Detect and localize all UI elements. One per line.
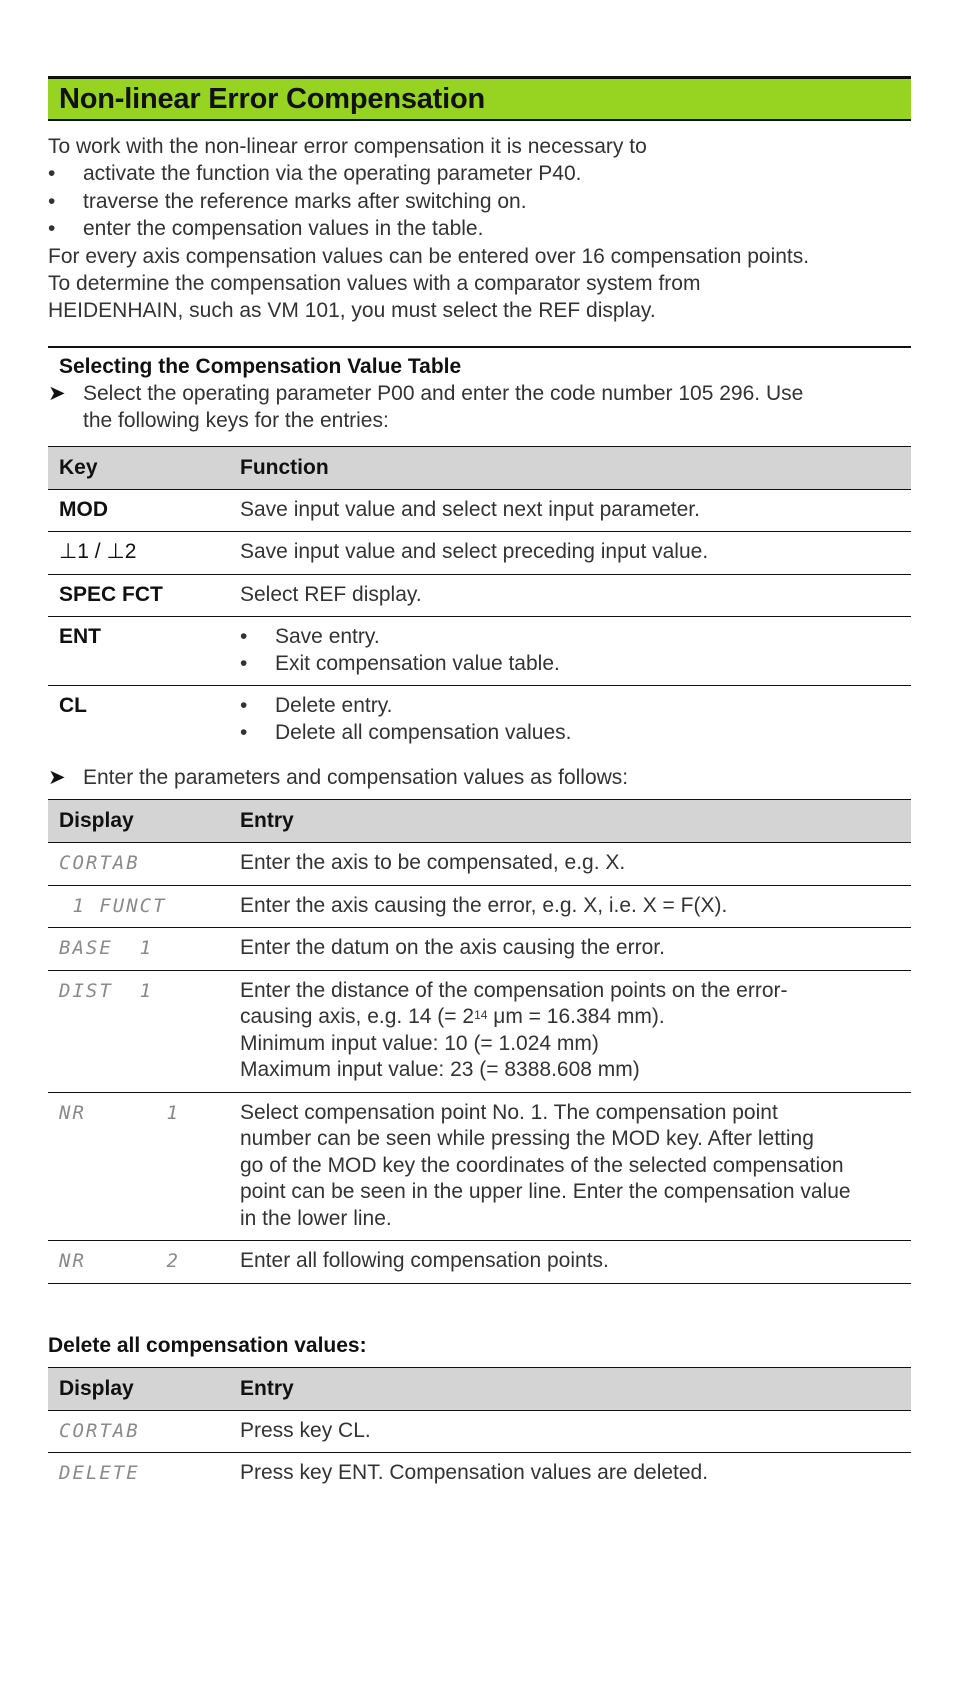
table-row bbox=[48, 574, 911, 617]
entry-cell: Press key ENT. Compensation values are deleted. bbox=[240, 1461, 709, 1485]
table-row bbox=[48, 1241, 911, 1284]
table-row bbox=[48, 532, 911, 575]
key-cell: ⊥1 / ⊥2 bbox=[48, 532, 229, 575]
lcd-display: CORTAB bbox=[59, 852, 140, 875]
bullet-icon: • bbox=[48, 162, 56, 186]
table-row bbox=[48, 1410, 911, 1453]
intro-paragraph: For every axis compensation values can be entered over 16 compensation points. bbox=[48, 244, 810, 268]
table-header-row bbox=[48, 1367, 911, 1410]
column-header: Entry bbox=[229, 800, 911, 843]
function-cell: • Delete entry. • Delete all compensation values. bbox=[229, 686, 911, 755]
lcd-display: NR 2 bbox=[59, 1250, 180, 1273]
table-row bbox=[48, 617, 911, 686]
instruction-step: ➤ Enter the parameters and compensation values as follows: bbox=[48, 766, 629, 790]
column-header: Key bbox=[48, 446, 229, 489]
bullet-icon: • bbox=[240, 625, 248, 649]
bullet-icon: • bbox=[240, 720, 248, 744]
bullet-icon: • bbox=[240, 694, 248, 718]
arrow-icon: ➤ bbox=[48, 381, 66, 405]
entry-cell: Press key CL. bbox=[229, 1410, 911, 1453]
function-cell: Select REF display. bbox=[229, 574, 911, 617]
entry-cell: Enter the axis causing the error, e.g. X, i.e. X = F(X). bbox=[229, 885, 911, 928]
table-row bbox=[48, 885, 911, 928]
arrow-icon: ➤ bbox=[48, 766, 66, 790]
intro-lead: To work with the non-linear error compensation it is necessary to bbox=[48, 135, 647, 158]
function-cell: Save input value and select next input parameter. bbox=[229, 489, 911, 532]
table-header-row bbox=[48, 446, 911, 489]
function-cell: • Save entry. • Exit compensation value table. bbox=[229, 617, 911, 686]
table-row bbox=[48, 1453, 911, 1495]
section-heading: Selecting the Compensation Value Table bbox=[59, 354, 462, 378]
page-title: Non-linear Error Compensation bbox=[59, 82, 486, 115]
lcd-display: DIST 1 bbox=[59, 979, 154, 1002]
keys-table bbox=[48, 446, 911, 755]
entry-cell: Enter the axis to be compensated, e.g. X. bbox=[229, 843, 911, 886]
table-row bbox=[48, 843, 911, 886]
key-cell: ENT bbox=[48, 617, 229, 686]
key-cell: SPEC FCT bbox=[48, 574, 229, 617]
intro-bullet: • enter the compensation values in the table. bbox=[48, 215, 911, 242]
entry-cell: Enter all following compensation points. bbox=[229, 1241, 911, 1284]
page bbox=[48, 0, 911, 1495]
entry-cell: Enter the datum on the axis causing the error. bbox=[229, 928, 911, 971]
column-header: Display bbox=[48, 1367, 229, 1410]
instruction-step: ➤ Select the operating parameter P00 and enter the code number 105 296. Use the following keys for the entries: bbox=[48, 381, 804, 432]
key-cell: CL bbox=[59, 694, 87, 718]
entry-cell: Select compensation point No. 1. The compensation point number can be seen while pressing the MOD key. After letting go of the MOD key the coordinates of the selected compensation point can be seen in the upper line. Enter the compensation value in the lower line. bbox=[229, 1092, 911, 1241]
table-row bbox=[48, 970, 911, 1092]
intro-block bbox=[48, 133, 911, 325]
intro-paragraph: HEIDENHAIN, such as VM 101, you must select the REF display. bbox=[48, 299, 656, 323]
bullet-icon: • bbox=[48, 217, 56, 241]
table-row bbox=[48, 686, 911, 755]
lcd-display: 1 FUNCT bbox=[59, 894, 167, 917]
table-row bbox=[48, 928, 911, 971]
delete-heading: Delete all compensation values: bbox=[48, 1333, 367, 1357]
column-header: Entry bbox=[229, 1367, 911, 1410]
entry-cell: Enter the distance of the compensation points on the error- causing axis, e.g. 14 (= $2^{14}$ μm = 16.384 mm). Minimum input value: 10 (= 1.024 mm) Maximum input value: 23 (= 8388.608 mm) bbox=[229, 970, 911, 1092]
function-cell: Save input value and select preceding input value. bbox=[229, 532, 911, 575]
intro-bullet: • traverse the reference marks after switching on. bbox=[48, 188, 911, 215]
lcd-display: BASE 1 bbox=[59, 937, 154, 960]
key-cell: MOD bbox=[48, 489, 229, 532]
bullet-icon: • bbox=[240, 651, 248, 675]
intro-paragraph: To determine the compensation values with a comparator system from bbox=[48, 272, 701, 296]
parameters-table bbox=[48, 799, 911, 1284]
selecting-section bbox=[48, 346, 911, 434]
title-bar bbox=[48, 76, 911, 121]
intro-bullet: • activate the function via the operating parameter P40. bbox=[48, 160, 911, 187]
bullet-icon: • bbox=[48, 189, 56, 213]
lcd-display: CORTAB bbox=[59, 1419, 140, 1442]
lcd-display: NR 1 bbox=[59, 1101, 180, 1124]
column-header: Display bbox=[48, 800, 229, 843]
table-header-row bbox=[48, 800, 911, 843]
table-row bbox=[48, 1092, 911, 1241]
column-header: Function bbox=[229, 446, 911, 489]
lcd-display: DELETE bbox=[59, 1462, 140, 1485]
table-row bbox=[48, 489, 911, 532]
delete-table bbox=[48, 1367, 911, 1495]
